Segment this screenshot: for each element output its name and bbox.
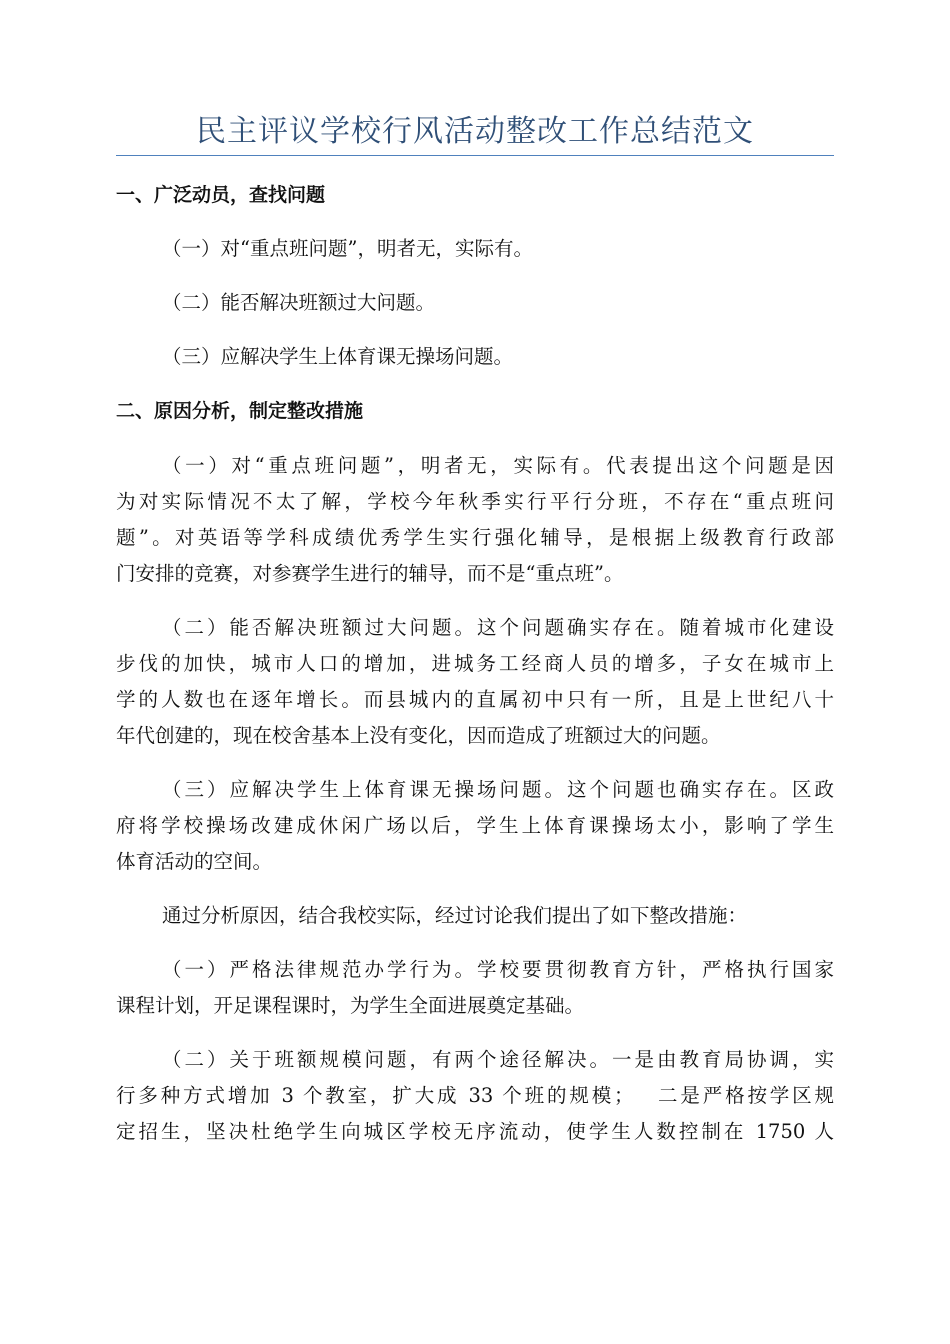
paragraph-line: 题”。对英语等学科成绩优秀学生实行强化辅导，是根据上级教育行政部: [116, 526, 834, 549]
paragraph-line: 步伐的加快，城市人口的增加，进城务工经商人员的增多，子女在城市上: [116, 652, 834, 675]
paragraph-line: 年代创建的，现在校舍基本上没有变化，因而造成了班额过大的问题。: [116, 724, 721, 747]
document-body: [116, 178, 834, 1168]
section1-item-3: （三）应解决学生上体育课无操场问题。: [162, 345, 514, 368]
paragraph-4: [116, 898, 834, 934]
paragraph-2: [116, 610, 834, 754]
section-heading-1: 一、广泛动员，查找问题: [116, 184, 326, 206]
paragraph-line: （二）关于班额规模问题，有两个途径解决。一是由教育局协调，实: [162, 1048, 834, 1071]
paragraph-1: [116, 448, 834, 592]
paragraph-line: 体育活动的空间。: [116, 850, 273, 873]
paragraph-line: 行多种方式增加 3 个教室，扩大成 33 个班的规模； 二是严格按学区规: [116, 1084, 834, 1107]
paragraph-line: （三）应解决学生上体育课无操场问题。这个问题也确实存在。区政: [162, 778, 834, 801]
paragraph-5: [116, 952, 834, 1024]
title-underline: [116, 155, 834, 156]
section-heading-2: 二、原因分析，制定整改措施: [116, 400, 364, 422]
paragraph-line: 府将学校操场改建成休闲广场以后，学生上体育课操场太小，影响了学生: [116, 814, 834, 837]
paragraph-line: 学的人数也在逐年增长。而县城内的直属初中只有一所，且是上世纪八十: [116, 688, 834, 711]
paragraph-line: 为对实际情况不太了解，学校今年秋季实行平行分班，不存在“重点班问: [116, 490, 834, 513]
document-title: 民主评议学校行风活动整改工作总结范文: [196, 114, 754, 149]
paragraph-3: [116, 772, 834, 880]
paragraph-line: （一）严格法律规范办学行为。学校要贯彻教育方针，严格执行国家: [162, 958, 834, 981]
paragraph-line: （二）能否解决班额过大问题。这个问题确实存在。随着城市化建设: [162, 616, 834, 639]
paragraph-6: [116, 1042, 834, 1150]
paragraph-line: 定招生，坚决杜绝学生向城区学校无序流动，使学生人数控制在 1750 人: [116, 1120, 834, 1143]
paragraph-line: 门安排的竞赛，对参赛学生进行的辅导，而不是“重点班”。: [116, 562, 624, 585]
paragraph-line: 通过分析原因，结合我校实际，经过讨论我们提出了如下整改措施：: [162, 904, 748, 927]
paragraph-line: （一）对“重点班问题”，明者无，实际有。代表提出这个问题是因: [162, 454, 834, 477]
paragraph-line: 课程计划，开足课程课时，为学生全面进展奠定基础。: [116, 994, 585, 1017]
section1-item-2: （二）能否解决班额过大问题。: [162, 291, 436, 314]
section1-item-1: （一）对“重点班问题”，明者无，实际有。: [162, 237, 533, 260]
